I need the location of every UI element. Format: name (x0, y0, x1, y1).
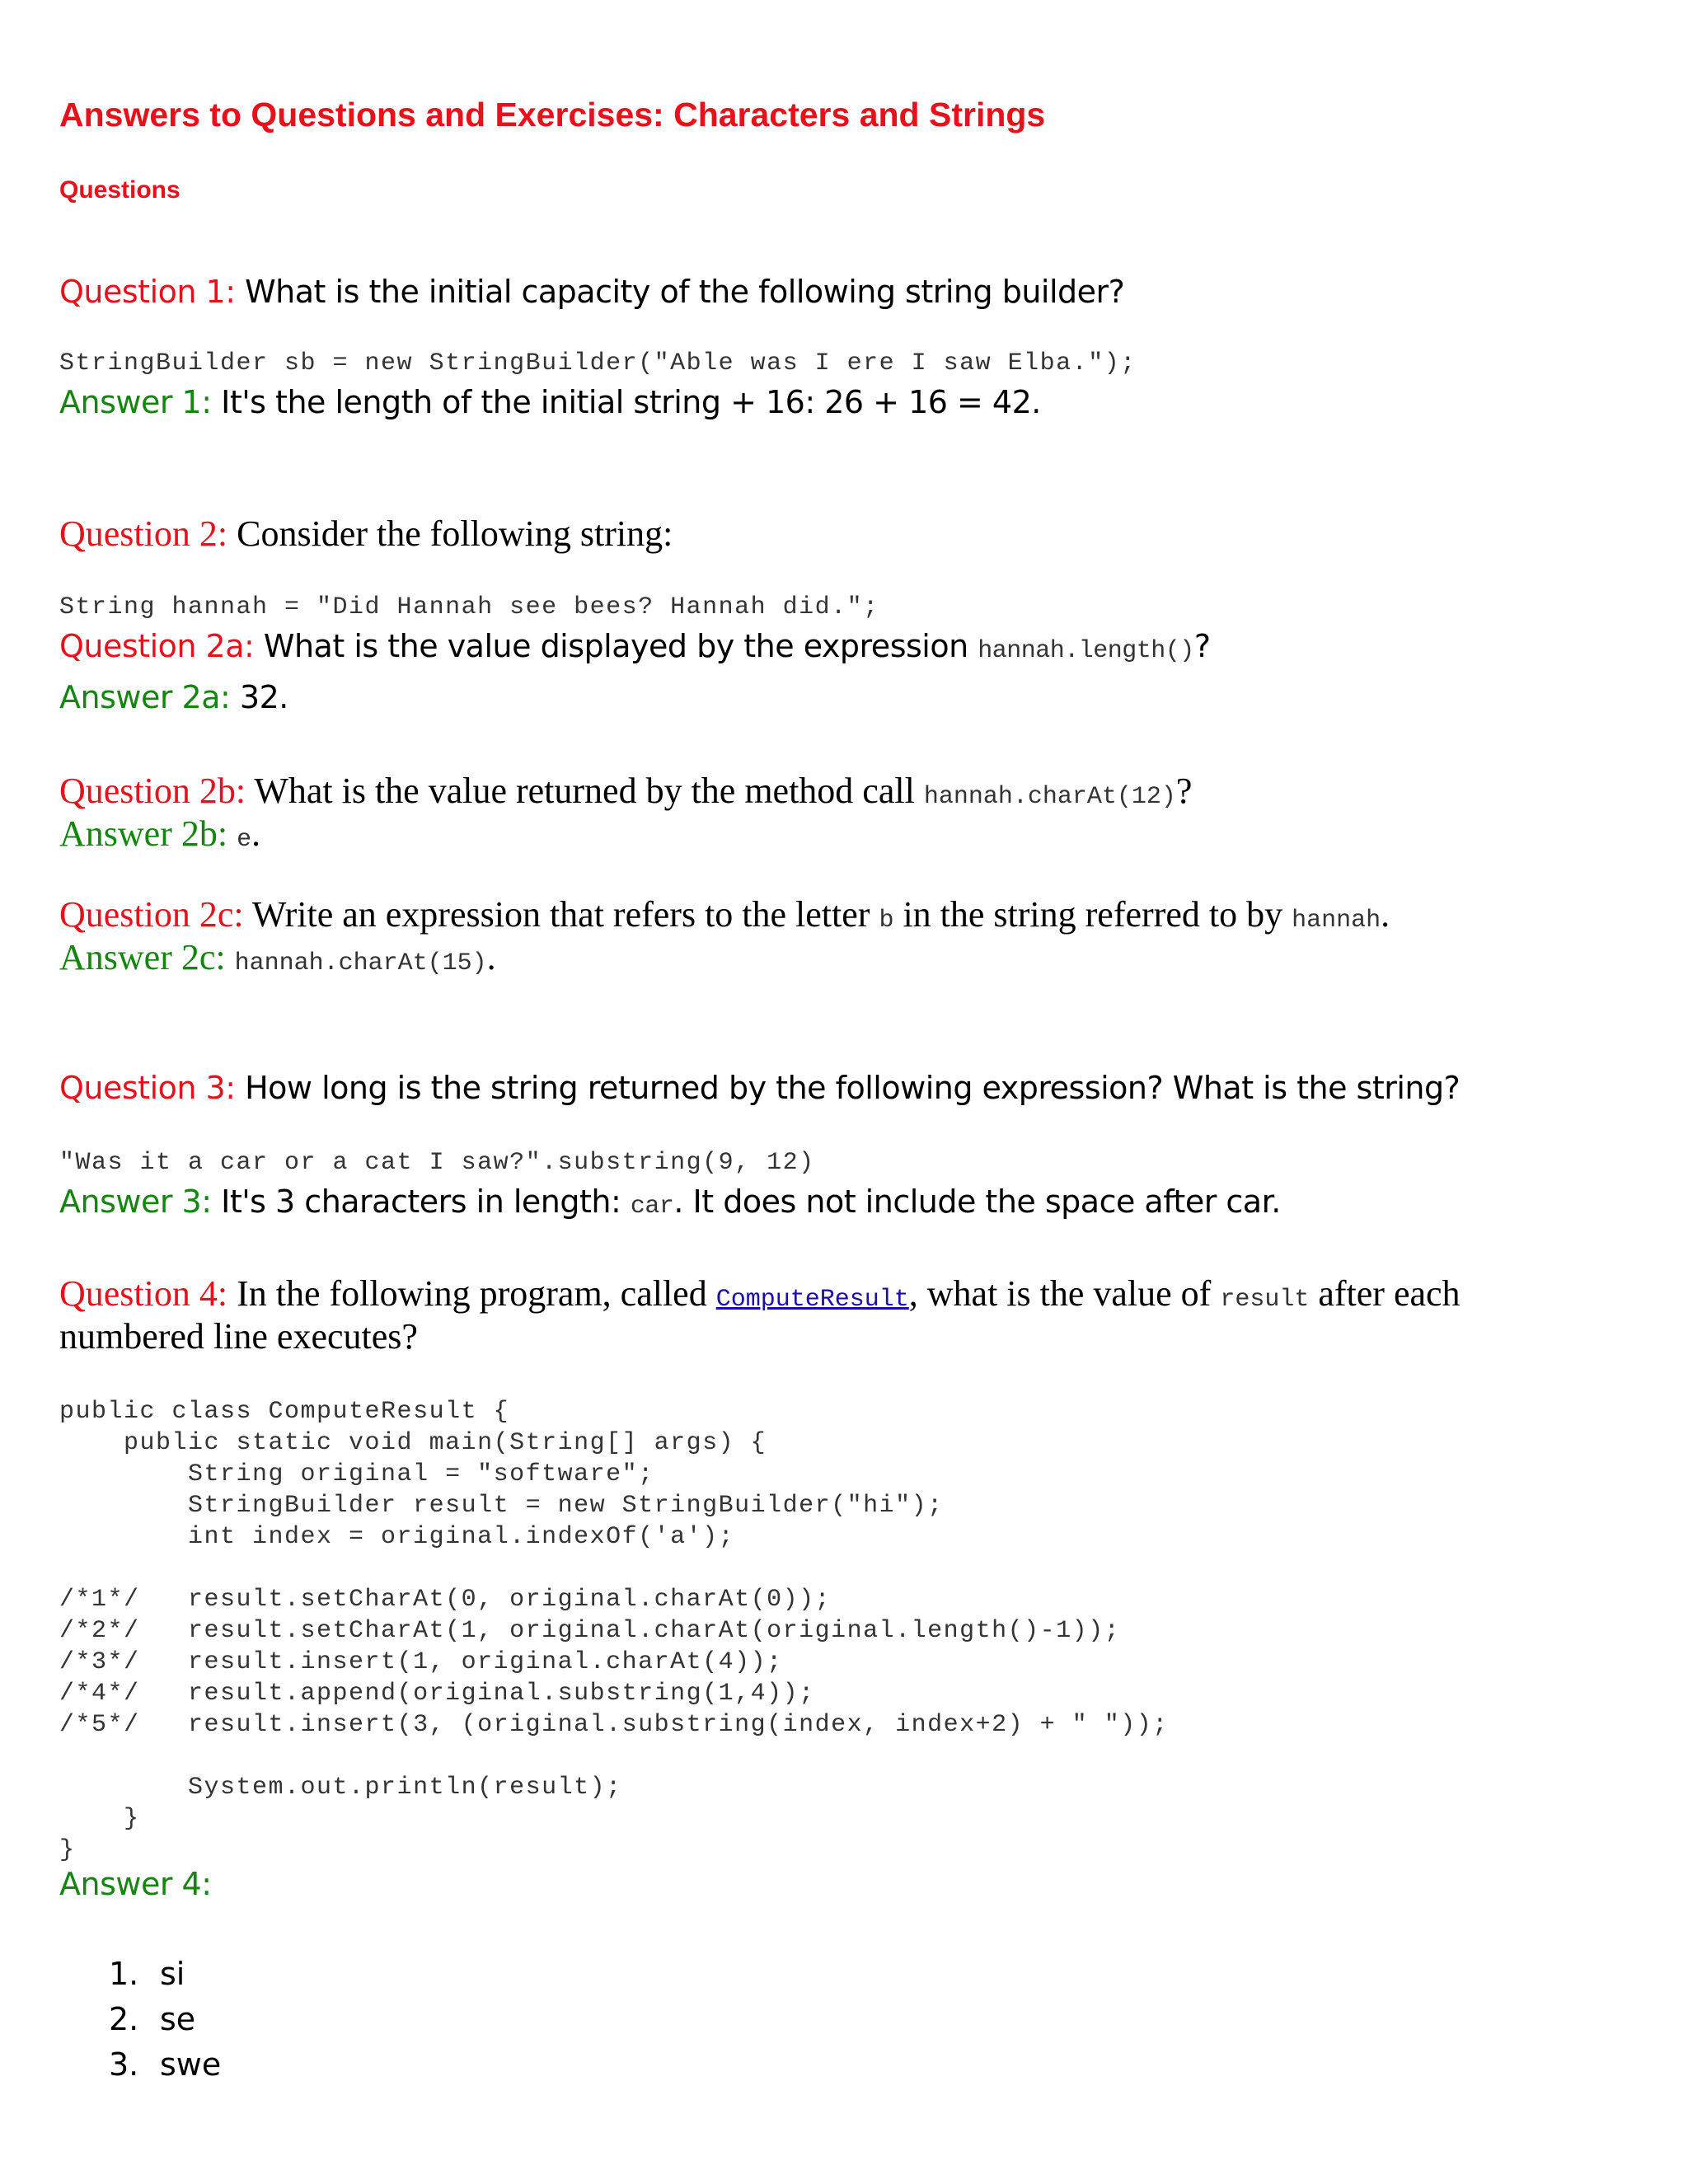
list-item-value: se (160, 2001, 196, 2037)
question-2c-code-var: hannah (1292, 907, 1381, 935)
question-1-code: StringBuilder sb = new StringBuilder("Able was I ere I saw Elba."); (59, 349, 1137, 377)
question-4 (59, 1272, 1461, 1315)
answer-2b-label: Answer 2b: (59, 813, 228, 854)
question-2b-code: hannah.charAt(12) (923, 783, 1176, 811)
answer-3 (59, 1183, 1281, 1221)
answer-4-label: Answer 4: (59, 1866, 212, 1902)
list-item-value: si (160, 1956, 185, 1992)
answer-4 (59, 1866, 212, 1902)
question-2a-text: What is the value displayed by the expression (254, 628, 978, 664)
answer-3-end: . It does not include the space after car. (673, 1183, 1281, 1220)
answer-1-label: Answer 1: (59, 384, 212, 420)
question-4-text-2: , what is the value of (908, 1273, 1221, 1314)
section-heading: Questions (59, 176, 181, 204)
question-4-text-3: after each (1309, 1273, 1461, 1314)
answer-2c-label: Answer 2c: (59, 937, 226, 977)
list-item-number: 3. (109, 2046, 139, 2083)
answer-3-text: It's 3 characters in length: (211, 1183, 631, 1220)
answer-2c (59, 936, 496, 978)
code-line: public class ComputeResult { (59, 1398, 510, 1426)
question-2b (59, 770, 1192, 812)
question-1-label: Question 1: (59, 274, 236, 310)
answer-2c-end: . (486, 937, 496, 977)
question-3-text: How long is the string returned by the following expression? What is the string? (235, 1070, 1461, 1106)
answer-2a-label: Answer 2a: (59, 679, 231, 715)
question-4-label: Question 4: (59, 1273, 228, 1314)
answer-2a (59, 679, 288, 715)
question-3-label: Question 3: (59, 1070, 236, 1106)
answer-3-code: car (630, 1193, 674, 1221)
code-line: System.out.println(result); (59, 1774, 622, 1802)
list-item-number: 1. (109, 1956, 139, 1992)
question-1-text: What is the initial capacity of the following string builder? (235, 274, 1125, 310)
answer-2b-end: . (251, 813, 261, 854)
list-item (109, 1952, 221, 1997)
answer-2b-code: e (237, 826, 252, 854)
question-2-code: String hannah = "Did Hannah see bees? Hannah did."; (59, 593, 879, 621)
code-block (59, 1396, 1169, 1866)
compute-result-link[interactable]: ComputeResult (715, 1286, 909, 1314)
question-4-continued: numbered line executes? (59, 1316, 418, 1357)
code-line: /*5*/ result.insert(3, (original.substring(index, index+2) + " ")); (59, 1711, 1169, 1739)
answer-2a-text: 32. (230, 679, 288, 715)
answer-1 (59, 384, 1041, 420)
code-line: public static void main(String[] args) { (59, 1429, 767, 1457)
question-2c-label: Question 2c: (59, 894, 244, 935)
page-title: Answers to Questions and Exercises: Characters and Strings (59, 96, 1046, 134)
answer-list (109, 1952, 221, 2088)
code-line: int index = original.indexOf('a'); (59, 1523, 735, 1551)
answer-2b (59, 813, 260, 855)
code-line: String original = "software"; (59, 1460, 654, 1488)
question-2c-code-letter: b (879, 907, 894, 935)
question-2b-label: Question 2b: (59, 771, 246, 811)
code-line: /*1*/ result.setCharAt(0, original.charAt(0)); (59, 1586, 832, 1614)
question-2b-end: ? (1175, 771, 1193, 811)
question-4-text: In the following program, called (227, 1273, 716, 1314)
list-item-value: swe (160, 2046, 222, 2083)
answer-3-label: Answer 3: (59, 1183, 212, 1220)
question-3-code: "Was it a car or a cat I saw?".substring(9, 12) (59, 1149, 815, 1177)
list-item-number: 2. (109, 2001, 139, 2037)
question-2a-label: Question 2a: (59, 628, 255, 664)
code-line: /*4*/ result.append(original.substring(1,4)); (59, 1680, 815, 1708)
question-2-label: Question 2: (59, 513, 228, 554)
question-2c-text-2: in the string referred to by (893, 894, 1292, 935)
question-2a-code: hannah.length() (978, 637, 1194, 665)
question-2b-text: What is the value returned by the method call (246, 771, 924, 811)
code-line: /*3*/ result.insert(1, original.charAt(4)); (59, 1648, 783, 1676)
list-item (109, 2042, 221, 2088)
code-line: } (59, 1836, 76, 1864)
question-2a (59, 628, 1210, 665)
code-line: } (59, 1805, 140, 1833)
question-3 (59, 1070, 1460, 1106)
code-line: StringBuilder result = new StringBuilder("hi"); (59, 1492, 944, 1520)
question-2 (59, 513, 673, 555)
question-4-code: result (1220, 1286, 1310, 1314)
question-1 (59, 274, 1124, 310)
question-2a-end: ? (1193, 628, 1211, 664)
list-item (109, 1997, 221, 2042)
question-2c (59, 893, 1390, 935)
answer-2c-code: hannah.charAt(15) (234, 949, 487, 977)
code-line: /*2*/ result.setCharAt(1, original.charAt(original.length()-1)); (59, 1617, 1121, 1645)
question-2c-text: Write an expression that refers to the letter (243, 894, 879, 935)
question-2-text: Consider the following string: (227, 513, 673, 554)
question-2c-end: . (1381, 894, 1390, 935)
answer-1-text: It's the length of the initial string + 16: 26 + 16 = 42. (211, 384, 1041, 420)
